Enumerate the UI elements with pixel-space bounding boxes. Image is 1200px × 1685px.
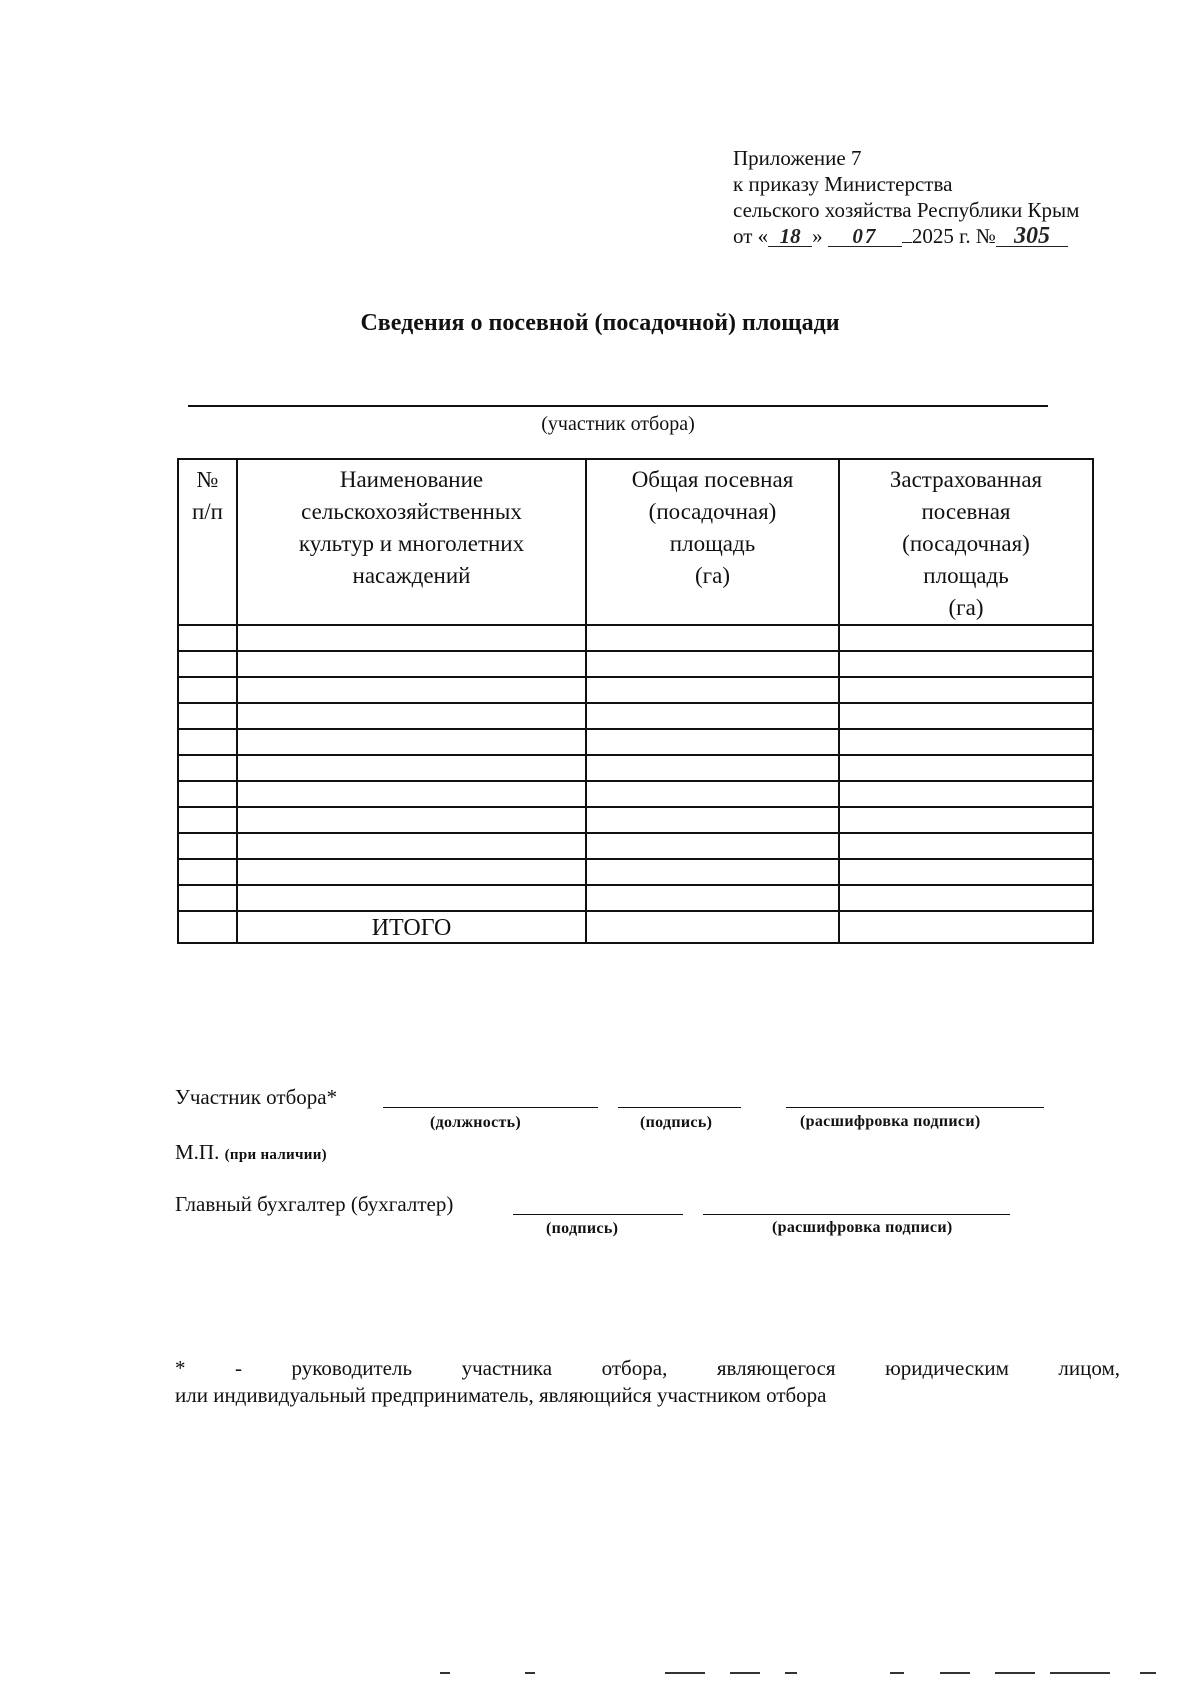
table-cell-total-area[interactable] <box>586 651 839 677</box>
table-cell-number[interactable] <box>178 859 237 885</box>
table-cell-number[interactable] <box>178 651 237 677</box>
appendix-date-line <box>733 223 1173 249</box>
table-cell-number[interactable] <box>178 807 237 833</box>
header-crop-name: Наименование сельскохозяйственных культур и многолетних насаждений <box>237 459 586 625</box>
stamp-label-row <box>175 1140 327 1165</box>
handwritten-month: 07 <box>828 226 902 247</box>
table-row <box>178 625 1093 651</box>
table-cell-crop-name[interactable] <box>237 703 586 729</box>
table-cell-total-area[interactable] <box>586 885 839 911</box>
document-title: Сведения о посевной (посадочной) площади <box>360 310 840 336</box>
table-cell-insured-area[interactable] <box>839 703 1093 729</box>
table-cell-insured-area[interactable] <box>839 781 1093 807</box>
participant-caption: (участник отбора) <box>541 413 695 435</box>
decoding-caption: (расшифровка подписи) <box>800 1113 981 1130</box>
scan-artifact-marks <box>440 1672 1160 1676</box>
table-cell-total-area[interactable] <box>586 807 839 833</box>
table-cell-total-area[interactable] <box>586 729 839 755</box>
table-cell-insured-area[interactable] <box>839 625 1093 651</box>
table-cell-insured-area[interactable] <box>839 755 1093 781</box>
header-insured-area: Застрахованная посевная (посадочная) площадь (га) <box>839 459 1093 625</box>
table-cell-total-area[interactable] <box>586 625 839 651</box>
table-row <box>178 859 1093 885</box>
table-cell-total-area[interactable] <box>586 781 839 807</box>
table-row <box>178 833 1093 859</box>
table-cell-crop-name[interactable] <box>237 755 586 781</box>
table-row <box>178 729 1093 755</box>
signature-fill-line[interactable] <box>618 1107 741 1108</box>
table-cell-crop-name[interactable] <box>237 729 586 755</box>
appendix-line-3: сельского хозяйства Республики Крым <box>733 198 1080 222</box>
table-cell-total-area[interactable] <box>586 859 839 885</box>
appendix-block <box>733 145 1173 249</box>
footnote-line-2: или индивидуальный предприниматель, являющийся участником отбора <box>175 1383 827 1407</box>
date-mid: » <box>812 224 823 248</box>
accountant-decoding-caption: (расшифровка подписи) <box>772 1219 953 1236</box>
table-cell-total-area[interactable] <box>586 833 839 859</box>
handwritten-order-number: 305 <box>996 226 1068 247</box>
total-cell-insured-area[interactable] <box>839 911 1093 943</box>
table-cell-total-area[interactable] <box>586 703 839 729</box>
position-fill-line[interactable] <box>383 1107 598 1108</box>
table-cell-insured-area[interactable] <box>839 885 1093 911</box>
sown-area-table <box>177 458 1094 944</box>
date-prefix: от « <box>733 224 769 248</box>
table-cell-number[interactable] <box>178 677 237 703</box>
handwritten-day: 18 <box>768 226 812 247</box>
table-cell-number[interactable] <box>178 703 237 729</box>
accountant-decoding-fill-line[interactable] <box>703 1214 1010 1215</box>
accountant-label: Главный бухгалтер (бухгалтер) <box>175 1192 454 1216</box>
table-cell-number[interactable] <box>178 625 237 651</box>
table-row <box>178 703 1093 729</box>
table-header-row <box>178 459 1093 625</box>
table-cell-crop-name[interactable] <box>237 859 586 885</box>
header-total-area: Общая посевная (посадочная) площадь (га) <box>586 459 839 625</box>
table-row <box>178 651 1093 677</box>
accountant-signature-caption: (подпись) <box>546 1220 619 1237</box>
table-body <box>178 625 1093 943</box>
table-cell-total-area[interactable] <box>586 677 839 703</box>
table-row <box>178 807 1093 833</box>
table-cell-insured-area[interactable] <box>839 807 1093 833</box>
table-row <box>178 677 1093 703</box>
table-cell-crop-name[interactable] <box>237 833 586 859</box>
table-cell-number[interactable] <box>178 729 237 755</box>
table-cell-crop-name[interactable] <box>237 807 586 833</box>
table-cell-insured-area[interactable] <box>839 651 1093 677</box>
table-cell-number[interactable] <box>178 885 237 911</box>
signature-caption: (подпись) <box>640 1114 713 1131</box>
table-row <box>178 781 1093 807</box>
participant-fill-line <box>188 405 1048 407</box>
appendix-line-2: к приказу Министерства <box>733 172 953 196</box>
table-row <box>178 885 1093 911</box>
table-cell-insured-area[interactable] <box>839 677 1093 703</box>
footnote <box>175 1355 1120 1409</box>
footnote-line-1: * - руководитель участника отбора, являющегося юридическим лицом, <box>175 1356 1120 1380</box>
table-cell-total-area[interactable] <box>586 755 839 781</box>
table-cell-crop-name[interactable] <box>237 651 586 677</box>
table-cell-insured-area[interactable] <box>839 859 1093 885</box>
table-cell-crop-name[interactable] <box>237 781 586 807</box>
accountant-signature-fill-line[interactable] <box>513 1214 683 1215</box>
table-row <box>178 755 1093 781</box>
table-cell-crop-name[interactable] <box>237 677 586 703</box>
total-cell-number[interactable] <box>178 911 237 943</box>
participant-signature-label: Участник отбора* <box>175 1085 338 1109</box>
table-cell-number[interactable] <box>178 755 237 781</box>
table-cell-insured-area[interactable] <box>839 729 1093 755</box>
table-cell-number[interactable] <box>178 781 237 807</box>
position-caption: (должность) <box>430 1114 522 1131</box>
decoding-fill-line[interactable] <box>786 1107 1044 1108</box>
stamp-label: М.П. <box>175 1140 220 1164</box>
table-cell-crop-name[interactable] <box>237 625 586 651</box>
stamp-note: (при наличии) <box>224 1147 327 1163</box>
total-label: ИТОГО <box>237 911 586 943</box>
total-cell-total-area[interactable] <box>586 911 839 943</box>
table-cell-crop-name[interactable] <box>237 885 586 911</box>
appendix-line-1: Приложение 7 <box>733 146 862 170</box>
header-number: № п/п <box>178 459 237 625</box>
year-text: 2025 г. № <box>911 224 996 248</box>
table-total-row <box>178 911 1093 943</box>
table-cell-number[interactable] <box>178 833 237 859</box>
table-cell-insured-area[interactable] <box>839 833 1093 859</box>
